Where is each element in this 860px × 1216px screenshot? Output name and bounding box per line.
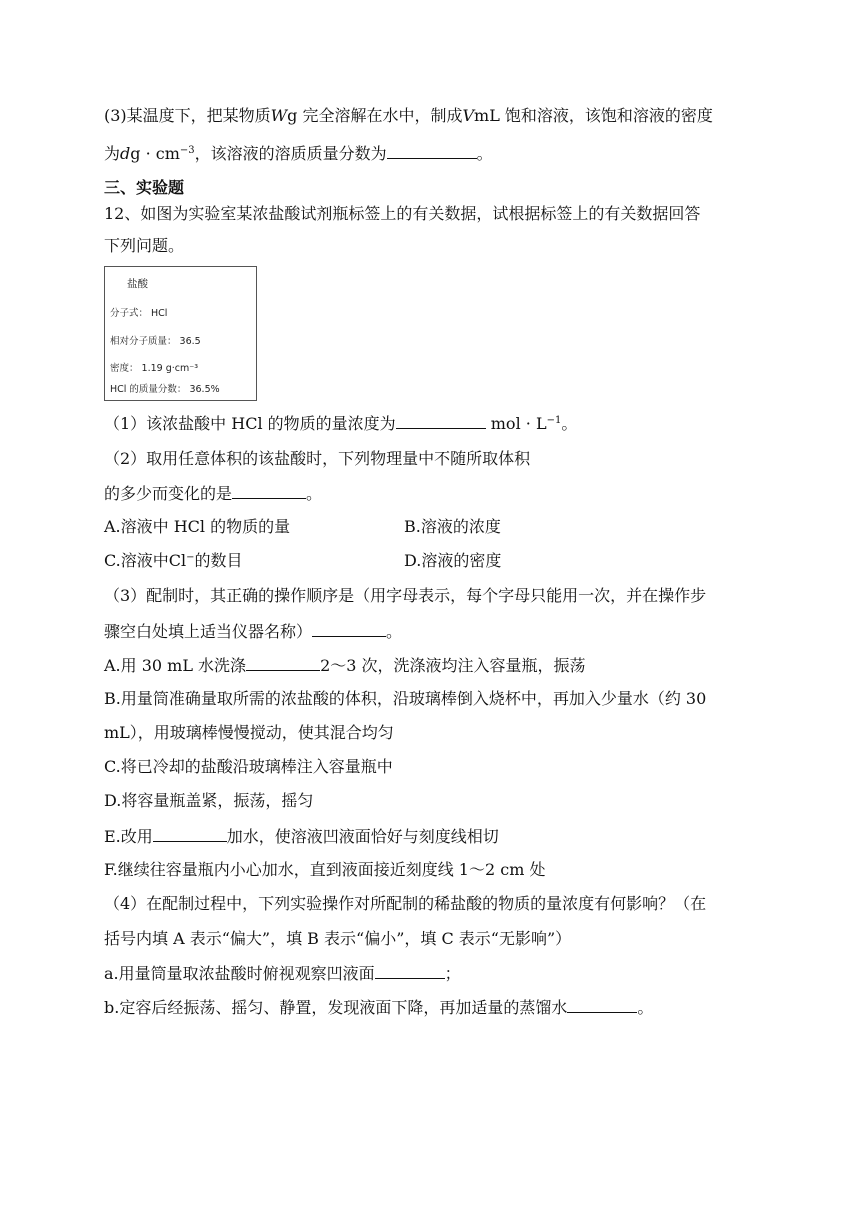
q12-part-3-line-1: （3）配制时，其正确的操作顺序是（用字母表示，每个字母只能用一次，并在操作步 bbox=[104, 586, 707, 605]
exponent: − bbox=[186, 552, 195, 563]
var-w: W bbox=[270, 106, 288, 125]
q12-stem-line-2: 下列问题。 bbox=[104, 236, 185, 255]
section-title: 三、实验题 bbox=[104, 178, 185, 197]
part-text: （1）该浓盐酸中 HCl 的物质的量浓度为 bbox=[104, 414, 396, 433]
q12-stem-line-1: 12、如图为实验室某浓盐酸试剂瓶标签上的有关数据，试根据标签上的有关数据回答 bbox=[104, 204, 701, 223]
step-text: 加水，使溶液凹液面恰好与刻度线相切 bbox=[226, 827, 499, 846]
answer-blank[interactable] bbox=[232, 482, 306, 499]
part-4-b bbox=[104, 996, 653, 1019]
option-text: C.溶液中 bbox=[104, 551, 169, 570]
q3-text: g 完全溶解在水中，制成 bbox=[287, 106, 463, 125]
part-text: 的多少而变化的是 bbox=[104, 484, 233, 503]
step-f: F.继续往容量瓶内小心加水，直到液面接近刻度线 1～2 cm 处 bbox=[104, 860, 546, 879]
label-mass-fraction: HCl 的质量分数： 36.5% bbox=[110, 384, 220, 395]
var-d: d bbox=[120, 144, 131, 163]
q12-part-4-line-2: 括号内填 A 表示“偏大”，填 B 表示“偏小”，填 C 表示“无影响”） bbox=[104, 929, 572, 948]
option-text: 的数目 bbox=[194, 551, 243, 570]
answer-blank[interactable] bbox=[246, 654, 320, 671]
part-text: 。 bbox=[561, 414, 578, 433]
answer-blank[interactable] bbox=[567, 996, 637, 1013]
label-formula: 分子式： HCl bbox=[110, 308, 168, 319]
part-text: 。 bbox=[306, 484, 323, 503]
q3-text: g · cm bbox=[130, 144, 180, 163]
option-a: A.溶液中 HCl 的物质的量 bbox=[104, 517, 291, 536]
step-text: 2～3 次，洗涤液均注入容量瓶，振荡 bbox=[320, 656, 586, 675]
var-v: V bbox=[462, 106, 475, 125]
q12-part-2-line-1: （2）取用任意体积的该盐酸时，下列物理量中不随所取体积 bbox=[104, 449, 531, 468]
q3-text: 为 bbox=[104, 144, 121, 163]
q3-line-1 bbox=[104, 105, 713, 127]
q3-text: (3)某温度下，把某物质 bbox=[104, 106, 271, 125]
option-c bbox=[104, 550, 243, 572]
part-text: a.用量筒量取浓盐酸时俯视观察凹液面 bbox=[104, 964, 375, 983]
part-text: b.定容后经振荡、摇匀、静置，发现液面下降，再加适量的蒸馏水 bbox=[104, 998, 568, 1017]
step-c: C.将已冷却的盐酸沿玻璃棒注入容量瓶中 bbox=[104, 757, 393, 776]
q3-text: 。 bbox=[476, 144, 493, 163]
answer-blank[interactable] bbox=[312, 620, 386, 637]
exponent: −1 bbox=[546, 415, 562, 426]
exponent: −3 bbox=[179, 145, 195, 156]
answer-blank[interactable] bbox=[387, 142, 477, 159]
part-text: 。 bbox=[637, 998, 654, 1017]
q3-line-2 bbox=[104, 142, 493, 165]
step-d: D.将容量瓶盖紧，振荡，摇匀 bbox=[104, 791, 314, 810]
step-b-line-2: mL），用玻璃棒慢慢搅动，使其混合均匀 bbox=[104, 723, 394, 742]
q12-part-3-line-2 bbox=[104, 620, 402, 643]
step-text: A.用 30 mL 水洗涤 bbox=[104, 656, 247, 675]
part-4-a bbox=[104, 962, 461, 985]
answer-blank[interactable] bbox=[396, 412, 486, 429]
unit-text: mol · L bbox=[485, 414, 547, 433]
part-text: ； bbox=[444, 964, 461, 983]
step-text: E.改用 bbox=[104, 827, 153, 846]
label-density: 密度： 1.19 g·cm⁻³ bbox=[110, 363, 199, 374]
q12-part-4-line-1: （4）在配制过程中，下列实验操作对所配制的稀盐酸的物质的量浓度有何影响？（在 bbox=[104, 894, 707, 913]
answer-blank[interactable] bbox=[375, 962, 445, 979]
q12-part-1 bbox=[104, 412, 577, 435]
part-text: 骤空白处填上适当仪器名称） bbox=[104, 622, 313, 641]
label-molar-mass: 相对分子质量： 36.5 bbox=[110, 336, 201, 347]
q3-text: mL 饱和溶液，该饱和溶液的密度 bbox=[474, 106, 713, 125]
q3-text: ，该溶液的溶质质量分数为 bbox=[194, 144, 387, 163]
label-title: 盐酸 bbox=[127, 278, 148, 290]
chloride-ion: Cl bbox=[168, 551, 187, 570]
step-a bbox=[104, 654, 586, 677]
part-text: 。 bbox=[386, 622, 403, 641]
reagent-label bbox=[104, 266, 257, 401]
q12-part-2-line-2 bbox=[104, 482, 322, 505]
option-b: B.溶液的浓度 bbox=[404, 517, 501, 536]
step-b-line-1: B.用量筒准确量取所需的浓盐酸的体积，沿玻璃棒倒入烧杯中，再加入少量水（约 30 bbox=[104, 689, 707, 708]
step-e bbox=[104, 825, 499, 848]
answer-blank[interactable] bbox=[153, 825, 227, 842]
option-d: D.溶液的密度 bbox=[404, 551, 502, 570]
